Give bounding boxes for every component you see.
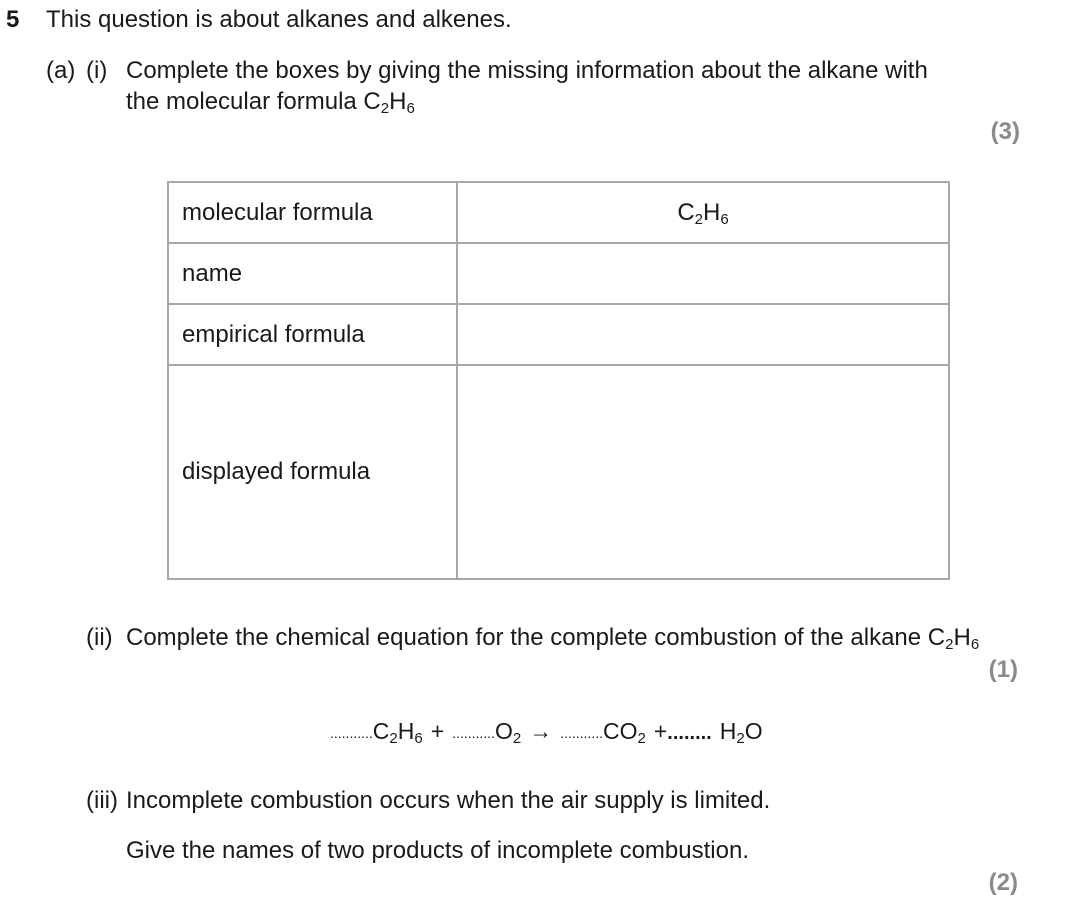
term-o: O (744, 718, 763, 744)
coefficient-blank-co2[interactable]: ........... (560, 725, 603, 741)
coefficient-blank-o2[interactable]: ........... (452, 725, 495, 741)
part-a-iii-instruction: Give the names of two products of incomplete combustion. (126, 837, 749, 864)
question-number: 5 (6, 6, 20, 33)
plus-sign: + (653, 718, 668, 744)
formula-subscript: 2 (512, 730, 522, 747)
part-a-i-instruction-line2 (126, 88, 415, 116)
part-a-ii-label: (ii) (86, 624, 113, 651)
formula-subscript: 2 (389, 730, 398, 747)
table-row (168, 365, 949, 579)
formula-subscript: 6 (414, 730, 423, 747)
formula-h: H (953, 624, 971, 651)
formula-subscript: 6 (720, 210, 729, 228)
part-a-label: (a) (46, 57, 76, 84)
formula-subscript: 2 (380, 100, 390, 117)
term-h: H (719, 718, 737, 744)
formula-h: H (389, 88, 407, 115)
row-label-name: name (168, 243, 457, 304)
part-a-i-label: (i) (86, 57, 108, 84)
table-row (168, 243, 949, 304)
formula-subscript: 2 (736, 730, 745, 747)
table-row (168, 304, 949, 365)
answer-table (167, 181, 950, 580)
coefficient-blank-h2o[interactable]: ........ (667, 722, 712, 744)
part-a-iii-label: (iii) (86, 787, 118, 814)
coefficient-blank-c2h6[interactable]: ........... (330, 725, 373, 741)
part-a-i-instruction-line1: Complete the boxes by giving the missing information about the alkane with (126, 57, 928, 84)
formula-subscript: 2 (945, 636, 954, 653)
formula-c: C (677, 198, 695, 226)
formula-subscript: 2 (637, 730, 646, 747)
formula-subscript: 6 (970, 636, 980, 653)
marks-a-iii: (2) (988, 869, 1018, 896)
part-a-ii-instruction (126, 624, 979, 652)
combustion-equation (330, 718, 763, 745)
row-label-molecular-formula: molecular formula (168, 182, 457, 243)
marks-a-ii: (1) (988, 656, 1018, 683)
formula-subscript: 2 (694, 210, 703, 228)
table-row (168, 182, 949, 243)
term-co: CO (603, 718, 638, 744)
reaction-arrow: → (529, 718, 553, 744)
molecular-formula-value (457, 182, 949, 243)
instruction-prefix: the molecular formula C (126, 88, 381, 115)
term-c: C (372, 718, 390, 744)
term-o: O (494, 718, 513, 744)
formula-subscript: 6 (406, 100, 415, 117)
part-a-iii-statement: Incomplete combustion occurs when the air supply is limited. (126, 787, 771, 814)
term-h: H (397, 718, 415, 744)
formula-h: H (703, 198, 721, 226)
empirical-formula-answer-box[interactable] (457, 304, 949, 365)
question-stem: This question is about alkanes and alkenes. (46, 6, 512, 33)
marks-a-i: (3) (990, 118, 1020, 145)
instruction-prefix: Complete the chemical equation for the complete combustion of the alkane C (126, 624, 946, 651)
row-label-empirical-formula: empirical formula (168, 304, 457, 365)
displayed-formula-answer-box[interactable] (457, 365, 949, 579)
row-label-displayed-formula: displayed formula (168, 365, 457, 579)
plus-sign: + (430, 718, 445, 744)
name-answer-box[interactable] (457, 243, 949, 304)
